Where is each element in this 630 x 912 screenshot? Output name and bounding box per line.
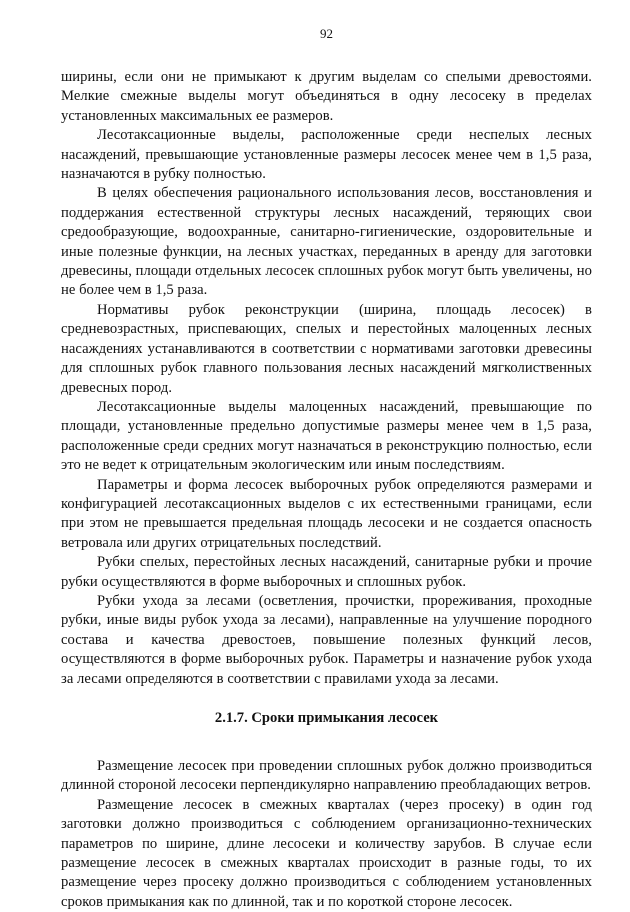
paragraph-mature-felling: Рубки спелых, перестойных лесных насаждений, санитарные рубки и прочие рубки осуществляются в форме выборочных и сплошных рубок. <box>61 554 592 590</box>
document-page <box>61 26 592 912</box>
paragraph-thinning: Рубки ухода за лесами (осветления, прочистки, прореживания, проходные рубки, иные виды рубок ухода за лесами), направленные на улучшение породного состава и качества древостоев, повышение полезных функций лесов, осуществляются в форме выборочных рубок. Параметры и назначение рубок ухода за лесами определяются в соответствии с правилами ухода за лесами. <box>61 592 592 687</box>
page-number: 92 <box>320 26 333 41</box>
paragraph-selective-parameters: Параметры и форма лесосек выборочных рубок определяются размерами и конфигурацией лесотаксационных выделов с их естественными границами, если при этом не превышается предельная площадь лесосеки и не создается опасность ветровала или других отрицательных последствий. <box>61 476 592 551</box>
paragraph-continued-width: ширины, если они не примыкают к другим выделам со спелыми древостоями. Мелкие смежные выделы могут объединяться в одну лесосеку в пределах установленных максимальных ее размеров. <box>61 69 592 124</box>
paragraph-adjacent-quarters: Размещение лесосек в смежных кварталах (через просеку) в один год заготовки должно производиться с соблюдением организационно-технических параметров по ширине, длине лесосеки и количеству зарубов. В случае если размещение лесосек в смежных кварталах происходит в разные годы, то их размещение через просеку должно производиться с соблюдением установленных сроков примыкания как по длинной, так и по короткой стороне лесосек. <box>61 796 592 910</box>
paragraph-reconstruction-norms: Нормативы рубок реконструкции (ширина, площадь лесосек) в средневозрастных, приспевающих, спелых и перестойных малоценных лесных насаждениях устанавливаются в соответствии с нормативами заготовки древесины для сплошных рубок главного пользования лесных насаждений мягколиственных древесных пород. <box>61 301 592 396</box>
paragraph-immature-stands: Лесотаксационные выделы, расположенные среди неспелых лесных насаждений, превышающие установленные размеры лесосек менее чем в 1,5 раза, назначаются в рубку полностью. <box>61 127 592 183</box>
paragraph-low-value-stands: Лесотаксационные выделы малоценных насаждений, превышающие по площади, установленные предельно допустимые размеры менее чем в 1,5 раза, расположенные среди средних могут назначаться в реконструкцию полностью, если это не ведет к отрицательным экологическим или иным последствиям. <box>61 398 592 474</box>
paragraph-placement-winds: Размещение лесосек при проведении сплошных рубок должно производиться длинной стороной лесосеки перпендикулярно направлению преобладающих ветров. <box>61 758 592 794</box>
paragraph-rational-use: В целях обеспечения рационального использования лесов, восстановления и поддержания естественной структуры лесных насаждений, теряющих свои средообразующие, водоохранные, санитарно-гигиенические, оздоровительные и иные полезные функции, на лесных участках, переданных в аренду для заготовки древесины, площади отдельных лесосек сплошных рубок могут быть увеличены, но не более чем в 1,5 раза. <box>61 185 592 299</box>
section-heading: 2.1.7. Сроки примыкания лесосек <box>214 710 439 726</box>
